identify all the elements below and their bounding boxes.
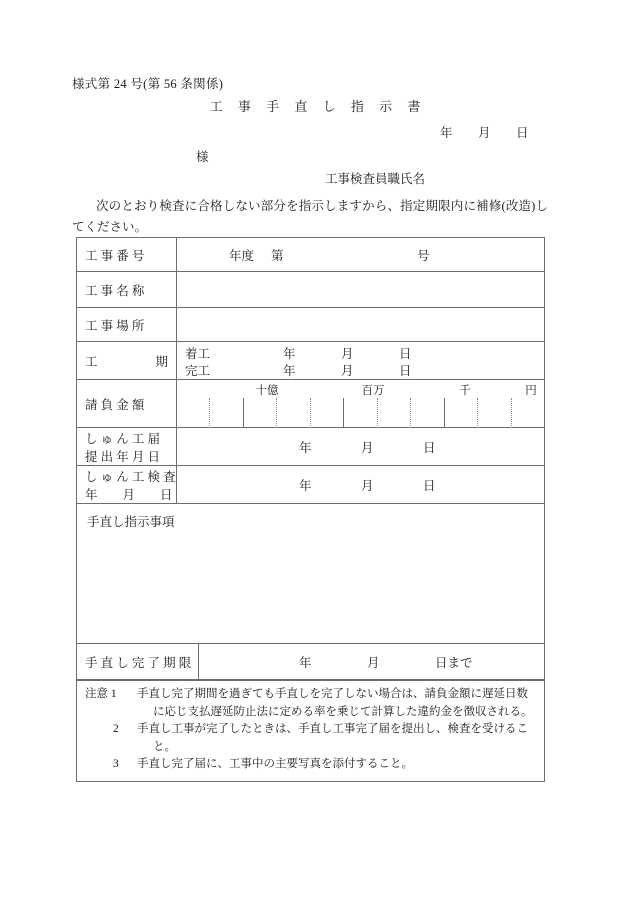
- note-text-1: 手直し完了期間を過ぎても手直しを完了しない場合は、請負金額に遅延日数: [137, 688, 528, 700]
- money-cell[interactable]: [210, 398, 243, 428]
- work-number-ordinal-prefix: 第: [271, 248, 284, 263]
- table-row-instructions[interactable]: [77, 504, 544, 644]
- submission-year: 年: [299, 440, 312, 455]
- field-due-date[interactable]: [199, 644, 544, 680]
- money-cell[interactable]: [277, 398, 310, 428]
- due-year: 年: [299, 656, 312, 670]
- money-unit-yen: 円: [525, 385, 537, 397]
- inspection-day: 日: [423, 478, 436, 493]
- table-row-work-name: [77, 272, 544, 308]
- label-submission-date: [77, 428, 177, 465]
- label-submission-date-line2: 提 出 年 月 日: [85, 449, 161, 464]
- label-period: [77, 342, 177, 379]
- note-text-3: 手直し完了届に、工事中の主要写真を添付すること。: [137, 758, 413, 770]
- label-inspection-date-line1: し ゅ ん 工 検 査: [85, 469, 176, 484]
- label-work-name-text: 工 事 名 称: [85, 283, 145, 298]
- table-row-contract-amount: [77, 380, 544, 428]
- field-inspection-date[interactable]: [177, 466, 544, 503]
- field-work-number[interactable]: [177, 238, 544, 271]
- work-number-ordinal-suffix: 号: [417, 248, 430, 263]
- due-month: 月: [367, 656, 380, 670]
- label-work-place: [77, 308, 177, 341]
- money-cell[interactable]: [478, 398, 511, 428]
- note-text-2: 手直し工事が完了したときは、手直し工事完了届を提出し、検査を受けるこ: [137, 723, 528, 735]
- label-period-right: 期: [155, 354, 168, 369]
- period-start-label: 着工: [185, 347, 211, 361]
- form-table: [76, 237, 545, 681]
- label-due-date-text: 手 直 し 完 了 期 限: [85, 656, 192, 670]
- field-period[interactable]: [177, 342, 544, 379]
- money-cell[interactable]: [311, 398, 344, 428]
- table-row-period: [77, 342, 544, 380]
- table-row-due-date: [77, 644, 544, 680]
- label-contract-amount: [77, 380, 177, 427]
- period-end-day: 日: [399, 364, 412, 378]
- label-inspection-date-line2: 年 月 日: [85, 487, 173, 502]
- note-number-3: 3: [113, 758, 119, 770]
- period-end-month: 月: [341, 364, 354, 378]
- money-cell[interactable]: [512, 398, 544, 428]
- addressee-honorific: 様: [196, 150, 209, 164]
- period-end-line: [185, 363, 544, 380]
- header-year-label: 年: [440, 126, 453, 140]
- header-month-label: 月: [478, 126, 491, 140]
- label-work-place-text: 工 事 場 所: [85, 318, 145, 333]
- submission-day: 日: [423, 440, 436, 455]
- inspection-year: 年: [299, 478, 312, 493]
- period-start-year: 年: [283, 347, 296, 361]
- label-work-name: [77, 272, 177, 307]
- label-submission-date-line1: し ゅ ん 工 届: [85, 431, 161, 446]
- table-row-submission-date: [77, 428, 544, 466]
- money-digit-cells: [177, 398, 544, 428]
- money-unit-markers: [177, 382, 544, 398]
- field-contract-amount[interactable]: [177, 380, 544, 427]
- table-row-work-number: [77, 238, 544, 272]
- period-start-month: 月: [341, 347, 354, 361]
- note-item: [85, 721, 536, 739]
- document-title: 工 事 手 直 し 指 示 書: [209, 99, 427, 114]
- due-day: 日: [435, 656, 448, 670]
- money-cell[interactable]: [244, 398, 277, 428]
- period-start-line: [185, 346, 544, 363]
- intro-paragraph: 次のとおり検査に合格しない部分を指示しますから、指定期限内に補修(改造)してください。: [72, 199, 548, 234]
- field-work-name[interactable]: [177, 272, 544, 307]
- money-cell[interactable]: [177, 398, 210, 428]
- label-contract-amount-text: 請 負 金 額: [85, 397, 145, 412]
- money-cell[interactable]: [344, 398, 377, 428]
- due-suffix: まで: [447, 656, 473, 670]
- header-day-label: 日: [516, 126, 529, 140]
- money-unit-hyakuman: 百万: [361, 385, 385, 397]
- field-work-place[interactable]: [177, 308, 544, 341]
- notes-box: [76, 679, 545, 782]
- note-number-2: 2: [113, 723, 119, 735]
- table-row-inspection-date: [77, 466, 544, 504]
- work-number-fiscal-year: 年度: [229, 248, 255, 263]
- money-cell[interactable]: [378, 398, 411, 428]
- money-unit-sen: 千: [459, 385, 471, 397]
- money-grid: [177, 380, 544, 427]
- note-continuation-2: と。: [153, 740, 176, 753]
- label-work-number-text: 工 事 番 号: [85, 248, 145, 263]
- field-submission-date[interactable]: [177, 428, 544, 465]
- label-period-left: 工: [85, 354, 98, 369]
- note-continuation-1: に応じ支払遅延防止法に定める率を乗じて計算した違約金を徴収される。: [153, 705, 533, 718]
- table-row-work-place: [77, 308, 544, 342]
- notes-heading: 注意: [85, 688, 108, 700]
- label-instructions: 手直し指示事項: [87, 515, 175, 529]
- period-end-year: 年: [283, 364, 296, 378]
- inspector-name-label: 工事検査員職氏名: [325, 172, 426, 186]
- period-start-day: 日: [399, 347, 412, 361]
- note-number-1: 1: [110, 688, 117, 700]
- form-number: 様式第 24 号(第 56 条関係): [72, 77, 224, 91]
- submission-month: 月: [361, 440, 374, 455]
- money-cell[interactable]: [411, 398, 444, 428]
- label-inspection-date: [77, 466, 177, 503]
- header-date-line: [440, 123, 529, 141]
- label-due-date: [77, 644, 199, 680]
- note-item: [85, 686, 536, 704]
- money-unit-oku: 十億: [255, 385, 279, 397]
- label-work-number: [77, 238, 177, 271]
- money-cell[interactable]: [445, 398, 478, 428]
- period-end-label: 完工: [185, 364, 211, 378]
- note-item: [85, 756, 536, 774]
- inspection-month: 月: [361, 478, 374, 493]
